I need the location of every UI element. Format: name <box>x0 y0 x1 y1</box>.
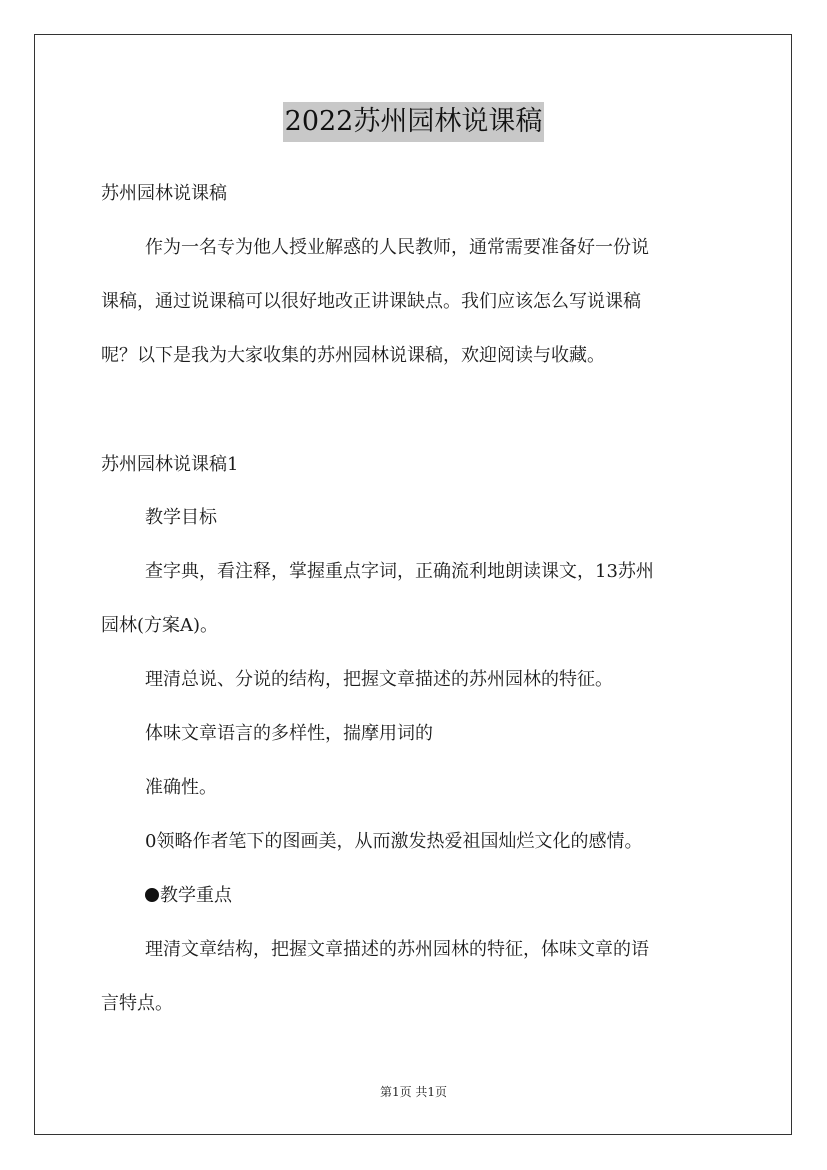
goal-4: 0领略作者笔下的图画美，从而激发热爱祖国灿烂文化的感情。 <box>145 831 643 852</box>
subheading: 苏州园林说课稿 <box>101 183 227 204</box>
key-points-heading <box>145 883 232 909</box>
goal-3-line-1: 体味文章语言的多样性，揣摩用词的 <box>145 723 433 744</box>
key-points-line-1: 理清文章结构，把握文章描述的苏州园林的特征，体味文章的语 <box>145 939 649 960</box>
intro-line-2: 课稿，通过说课稿可以很好地改正讲课缺点。我们应该怎么写说课稿 <box>101 291 641 312</box>
title-container <box>0 102 827 142</box>
page-footer: 第1页 共1页 <box>379 1085 448 1099</box>
bullet-icon <box>145 888 159 902</box>
document-title: 2022苏州园林说课稿 <box>283 102 545 142</box>
key-points-label: 教学重点 <box>160 885 232 906</box>
intro-line-3: 呢？以下是我为大家收集的苏州园林说课稿，欢迎阅读与收藏。 <box>101 345 605 366</box>
goal-1-line-1: 查字典，看注释，掌握重点字词，正确流利地朗读课文，13苏州 <box>145 561 654 582</box>
key-points-line-2: 言特点。 <box>101 993 173 1014</box>
goal-1-line-2: 园林(方案A)。 <box>101 615 219 636</box>
intro-line-1: 作为一名专为他人授业解惑的人民教师，通常需要准备好一份说 <box>145 237 649 258</box>
goal-3-line-2: 准确性。 <box>145 777 217 798</box>
section-heading: 苏州园林说课稿1 <box>101 454 239 475</box>
goal-2: 理清总说、分说的结构，把握文章描述的苏州园林的特征。 <box>145 669 613 690</box>
teaching-goals-label: 教学目标 <box>145 507 217 528</box>
